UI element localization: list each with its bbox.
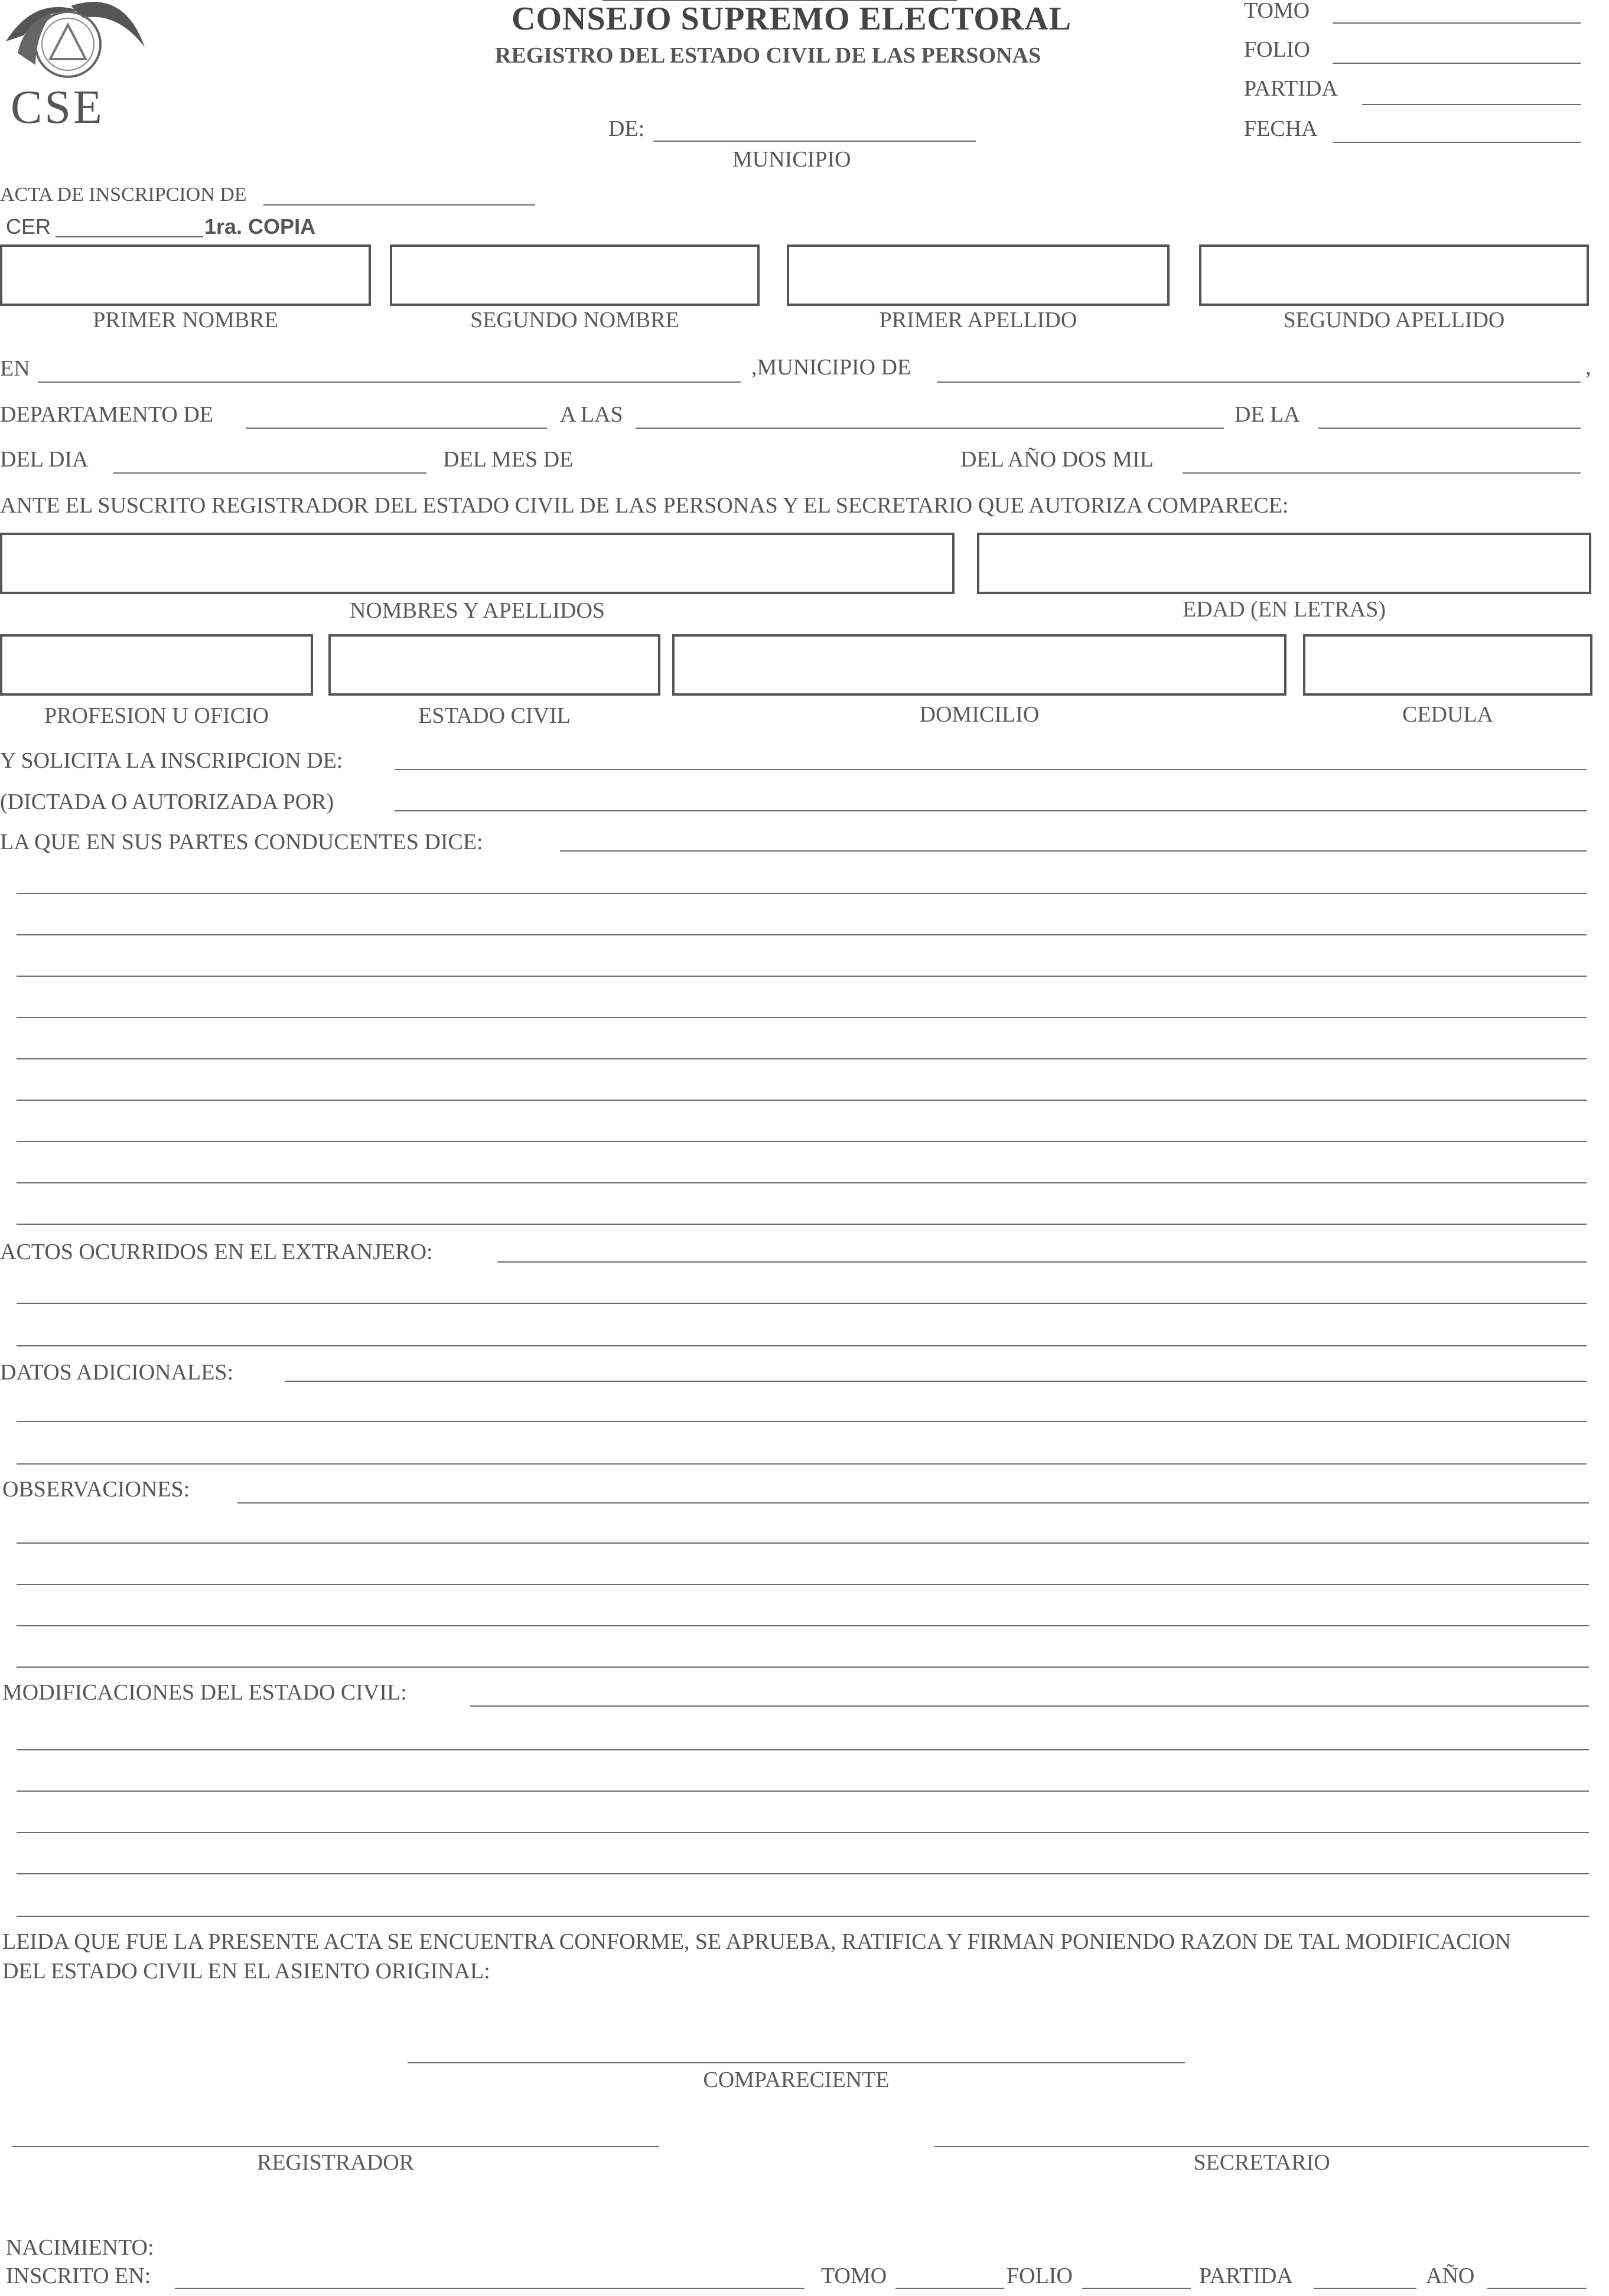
adicionales-label: DATOS ADICIONALES: xyxy=(0,1360,234,1385)
conducentes-label: LA QUE EN SUS PARTES CONDUCENTES DICE: xyxy=(0,830,483,855)
partida-label: PARTIDA xyxy=(1244,76,1338,101)
municipio-de-field[interactable] xyxy=(937,381,1581,383)
comma-mark: , xyxy=(1585,355,1591,380)
modificaciones-line[interactable] xyxy=(17,1873,1589,1874)
nombres-apellidos-box[interactable] xyxy=(0,533,955,594)
de-la-field[interactable] xyxy=(1318,428,1581,429)
modificaciones-line[interactable] xyxy=(17,1832,1589,1833)
primer-nombre-box[interactable] xyxy=(0,244,371,306)
cedula-label: CEDULA xyxy=(1402,702,1494,727)
modificaciones-line[interactable] xyxy=(17,1791,1589,1792)
fecha-field[interactable] xyxy=(1333,142,1581,143)
primer-nombre-label: PRIMER NOMBRE xyxy=(93,308,278,332)
municipio-de-label: ,MUNICIPIO DE xyxy=(751,355,911,380)
registrador-signature-line[interactable] xyxy=(12,2146,659,2147)
adicionales-line[interactable] xyxy=(17,1421,1587,1422)
acta-field[interactable] xyxy=(263,204,535,206)
departamento-field[interactable] xyxy=(246,428,547,429)
footer-partida-label: PARTIDA xyxy=(1199,2264,1293,2288)
page-title: CONSEJO SUPREMO ELECTORAL xyxy=(512,1,1072,37)
primer-apellido-label: PRIMER APELLIDO xyxy=(879,308,1077,332)
cer-field[interactable] xyxy=(56,236,203,237)
conducentes-line[interactable] xyxy=(17,1058,1587,1059)
secretario-label: SECRETARIO xyxy=(1193,2150,1330,2175)
solicita-field[interactable] xyxy=(395,769,1587,770)
secretario-signature-line[interactable] xyxy=(934,2146,1589,2147)
extranjero-line[interactable] xyxy=(17,1303,1587,1304)
dictada-field[interactable] xyxy=(395,810,1587,811)
inscrito-en-field[interactable] xyxy=(175,2288,804,2289)
del-anio-field[interactable] xyxy=(1183,472,1581,474)
footer-tomo-label: TOMO xyxy=(821,2264,887,2288)
observaciones-line[interactable] xyxy=(17,1584,1589,1585)
ante-text: ANTE EL SUSCRITO REGISTRADOR DEL ESTADO CIVIL DE LAS PERSONAS Y EL SECRETARIO QUE AUTORIZA COMPARECE: xyxy=(0,493,1289,518)
copia-label: 1ra. COPIA xyxy=(204,214,316,239)
registrador-label: REGISTRADOR xyxy=(256,2150,415,2175)
logo-text: CSE xyxy=(11,81,105,133)
fecha-label: FECHA xyxy=(1244,116,1318,141)
cse-emblem-icon xyxy=(0,0,154,94)
footer-folio-field[interactable] xyxy=(1082,2288,1191,2289)
partida-field[interactable] xyxy=(1362,104,1581,105)
tomo-label: TOMO xyxy=(1244,0,1310,23)
profesion-box[interactable] xyxy=(0,634,313,696)
cer-label: CER xyxy=(6,214,51,239)
a-las-field[interactable] xyxy=(636,428,1224,429)
nacimiento-label: NACIMIENTO: xyxy=(6,2235,154,2260)
footer-anio-label: AÑO xyxy=(1426,2264,1475,2288)
domicilio-box[interactable] xyxy=(672,634,1286,696)
modificaciones-field[interactable] xyxy=(470,1705,1589,1707)
del-mes-label: DEL MES DE xyxy=(443,447,574,472)
observaciones-label: OBSERVACIONES: xyxy=(2,1477,190,1502)
nombres-apellidos-label: NOMBRES Y APELLIDOS xyxy=(349,598,605,623)
extranjero-line[interactable] xyxy=(17,1345,1587,1346)
footer-folio-label: FOLIO xyxy=(1007,2264,1073,2288)
footer-anio-field[interactable] xyxy=(1487,2288,1587,2289)
conducentes-line[interactable] xyxy=(17,1141,1587,1142)
segundo-nombre-label: SEGUNDO NOMBRE xyxy=(470,308,679,332)
del-dia-label: DEL DIA xyxy=(0,447,89,472)
municipio-label: MUNICIPIO xyxy=(732,147,851,172)
modificaciones-line[interactable] xyxy=(17,1916,1589,1917)
solicita-label: Y SOLICITA LA INSCRIPCION DE: xyxy=(0,748,343,773)
estado-civil-label: ESTADO CIVIL xyxy=(418,703,571,728)
compareciente-label: COMPARECIENTE xyxy=(703,2067,890,2092)
leida-text-2: DEL ESTADO CIVIL EN EL ASIENTO ORIGINAL: xyxy=(2,1959,490,1984)
folio-label: FOLIO xyxy=(1244,37,1310,62)
modificaciones-line[interactable] xyxy=(17,1749,1589,1750)
observaciones-field[interactable] xyxy=(237,1502,1589,1504)
acta-label: ACTA DE INSCRIPCION DE xyxy=(0,184,247,206)
inscrito-en-label: INSCRITO EN: xyxy=(6,2264,151,2288)
observaciones-line[interactable] xyxy=(17,1542,1589,1544)
leida-text-1: LEIDA QUE FUE LA PRESENTE ACTA SE ENCUENTRA CONFORME, SE APRUEBA, RATIFICA Y FIRMAN PONIENDO RAZON DE TAL MODIFICACION xyxy=(2,1929,1512,1954)
conducentes-line[interactable] xyxy=(17,976,1587,977)
en-field[interactable] xyxy=(38,381,741,383)
conducentes-line[interactable] xyxy=(17,1224,1587,1225)
conducentes-line[interactable] xyxy=(17,1182,1587,1183)
de-field[interactable] xyxy=(653,141,976,142)
modificaciones-label: MODIFICACIONES DEL ESTADO CIVIL: xyxy=(2,1680,407,1705)
del-anio-label: DEL AÑO DOS MIL xyxy=(960,447,1154,472)
conducentes-line[interactable] xyxy=(17,1100,1587,1101)
primer-apellido-box[interactable] xyxy=(787,244,1170,306)
dictada-label: (DICTADA O AUTORIZADA POR) xyxy=(0,790,334,814)
extranjero-field[interactable] xyxy=(497,1261,1587,1263)
page-subtitle: REGISTRO DEL ESTADO CIVIL DE LAS PERSONAS xyxy=(495,43,1041,68)
footer-partida-field[interactable] xyxy=(1314,2288,1416,2289)
edad-box[interactable] xyxy=(977,533,1591,594)
de-label: DE: xyxy=(608,116,645,141)
conducentes-line[interactable] xyxy=(17,893,1587,894)
estado-civil-box[interactable] xyxy=(328,634,660,696)
extranjero-label: ACTOS OCURRIDOS EN EL EXTRANJERO: xyxy=(0,1240,433,1264)
a-las-label: A LAS xyxy=(560,402,623,427)
observaciones-line[interactable] xyxy=(17,1625,1589,1626)
conducentes-field[interactable] xyxy=(560,850,1587,852)
del-dia-field[interactable] xyxy=(113,472,426,474)
conducentes-line[interactable] xyxy=(17,934,1587,935)
del-mes-field[interactable] xyxy=(602,0,957,1)
cse-logo xyxy=(0,0,154,133)
adicionales-line[interactable] xyxy=(17,1463,1587,1465)
profesion-label: PROFESION U OFICIO xyxy=(44,703,269,728)
adicionales-field[interactable] xyxy=(285,1381,1587,1382)
conducentes-line[interactable] xyxy=(17,1017,1587,1018)
footer-tomo-field[interactable] xyxy=(895,2288,1004,2289)
compareciente-signature-line[interactable] xyxy=(408,2062,1185,2063)
segundo-apellido-box[interactable] xyxy=(1199,244,1589,306)
cedula-box[interactable] xyxy=(1303,634,1592,696)
tomo-field[interactable] xyxy=(1333,22,1581,24)
segundo-apellido-label: SEGUNDO APELLIDO xyxy=(1283,308,1505,332)
departamento-label: DEPARTAMENTO DE xyxy=(0,402,213,427)
en-label: EN xyxy=(0,356,30,381)
domicilio-label: DOMICILIO xyxy=(919,702,1040,727)
observaciones-line[interactable] xyxy=(17,1666,1589,1668)
edad-label: EDAD (EN LETRAS) xyxy=(1182,597,1386,622)
segundo-nombre-box[interactable] xyxy=(390,244,760,306)
folio-field[interactable] xyxy=(1333,63,1581,64)
de-la-label: DE LA xyxy=(1235,402,1300,427)
